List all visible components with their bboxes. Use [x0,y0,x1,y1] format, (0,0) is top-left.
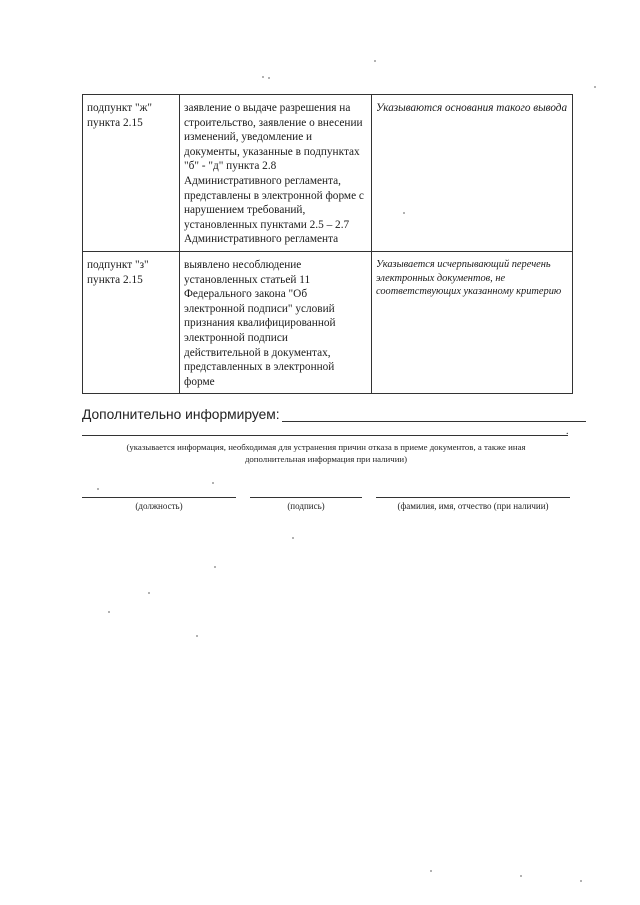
scan-speck [97,488,99,490]
additional-info-label: Дополнительно информируем: [82,407,280,422]
full-name-caption: (фамилия, имя, отчество (при наличии) [397,501,549,511]
reason-cell: заявление о выдаче разрешения на строительство, заявление о внесении изменений, уведомление и документы, указанные в подпунктах "б" - "д" пункта 2.8 Административного регламента, представлены в электронной форме с нарушением требований, установленных пунктами 2.5 – 2.7 Административного регламента [180,95,372,252]
table-row [83,95,573,252]
scan-speck [262,76,264,78]
scan-speck [148,592,150,594]
position-caption: (должность) [135,501,183,511]
line-end-dot: . [566,426,569,437]
scan-speck [520,875,522,877]
scan-speck [214,566,216,568]
explanation-cell: Указываются основания такого вывода [372,95,573,252]
table-row [83,252,573,394]
scan-speck [196,635,198,637]
scan-speck [403,212,405,214]
additional-info-blank [282,407,586,422]
additional-info-blank-line [82,435,568,436]
explanation-cell: Указывается исчерпывающий перечень электронных документов, не соответствующих указанному критерию [372,252,573,394]
scan-speck [108,611,110,613]
scan-speck [268,77,270,79]
scan-speck [580,880,582,882]
scan-speck [430,870,432,872]
additional-info-line [82,407,570,422]
signature-line [250,497,362,498]
position-line [82,497,236,498]
reason-cell: выявлено несоблюдение установленных статьей 11 Федерального закона "Об электронной подписи" условий признания квалифицированной электронной подписи действительной в документах, представленных в электронной форме [180,252,372,394]
full-name-line [376,497,570,498]
clause-cell: подпункт "з" пункта 2.15 [83,252,180,394]
signature-caption: (подпись) [287,501,325,511]
scan-speck [292,537,294,539]
scan-speck [594,86,596,88]
clause-cell: подпункт "ж" пункта 2.15 [83,95,180,252]
refusal-grounds-table [82,94,573,394]
scan-speck [374,60,376,62]
additional-info-note: (указывается информация, необходимая для устранения причин отказа в приеме документов, а также иная дополнительная информация при наличии) [126,442,526,465]
scan-speck [212,482,214,484]
